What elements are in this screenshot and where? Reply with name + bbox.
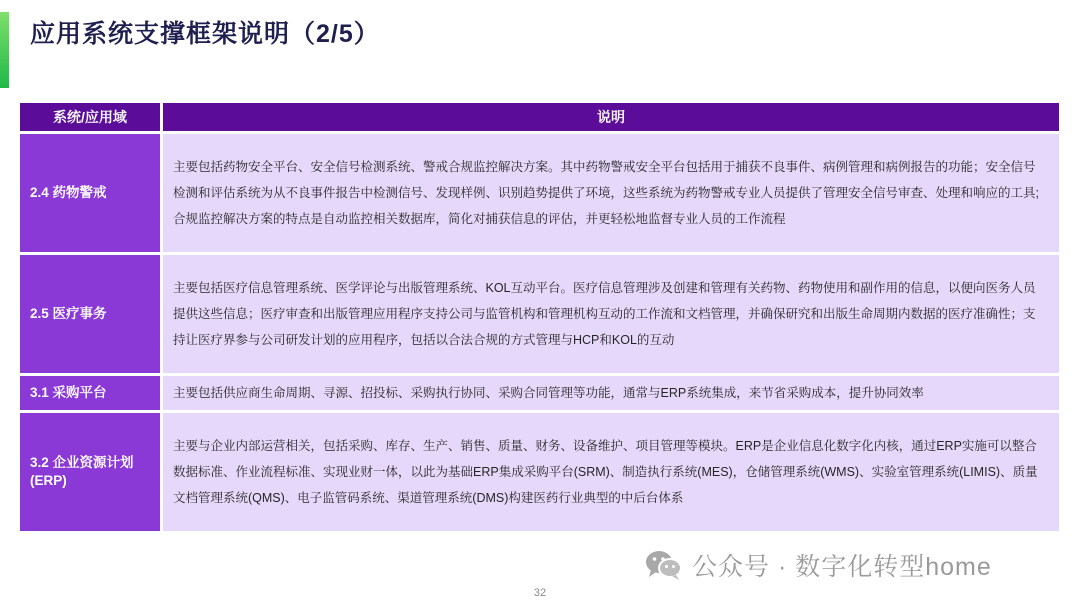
framework-table	[20, 100, 1059, 534]
title-accent-bar	[0, 12, 9, 88]
domain-cell: 3.1 采购平台	[20, 376, 163, 410]
table-row	[20, 376, 1059, 410]
table-row	[20, 255, 1059, 373]
description-cell: 主要包括供应商生命周期、寻源、招投标、采购执行协同、采购合同管理等功能，通常与ERP系统集成，来节省采购成本，提升协同效率	[163, 376, 1059, 410]
description-cell: 主要与企业内部运营相关，包括采购、库存、生产、销售、质量、财务、设备维护、项目管理等模块。ERP是企业信息化数字化内核，通过ERP实施可以整合数据标准、作业流程标准、实现业财一体，以此为基础ERP集成采购平台(SRM)、制造执行系统(MES)，仓储管理系统(WMS)、实验室管理系统(LIMIS)、质量文档管理系统(QMS)、电子监管码系统、渠道管理系统(DMS)构建医药行业典型的中后台体系	[163, 413, 1059, 531]
domain-cell: 2.5 医疗事务	[20, 255, 163, 373]
description-cell: 主要包括医疗信息管理系统、医学评论与出版管理系统、KOL互动平台。医疗信息管理涉及创建和管理有关药物、药物使用和副作用的信息，以便向医务人员提供这些信息；医疗审查和出版管理应用程序支持公司与监管机构和管理机构互动的工作流和文档管理，并确保研究和出版生命周期内数据的医疗准确性；支持让医疗界参与公司研发计划的应用程序，包括以合法合规的方式管理与HCP和KOL的互动	[163, 255, 1059, 373]
page-number: 32	[533, 587, 547, 599]
table-header-row	[20, 103, 1059, 131]
page-title: 应用系统支撑框架说明（2/5）	[30, 20, 380, 48]
table-row	[20, 134, 1059, 252]
column-header-domain: 系统/应用域	[20, 103, 163, 131]
watermark-text: 公众号 · 数字化转型home	[692, 553, 992, 581]
description-cell: 主要包括药物安全平台、安全信号检测系统、警戒合规监控解决方案。其中药物警戒安全平台包括用于捕获不良事件、病例管理和病例报告的功能；安全信号检测和评估系统为从不良事件报告中检测信号、发现样例、识别趋势提供了环境，这些系统为药物警戒专业人员提供了管理安全信号审查、处理和响应的工具;合规监控解决方案的特点是自动监控相关数据库，简化对捕获信息的评估，并更轻松地监督专业人员的工作流程	[163, 134, 1059, 252]
watermark	[644, 545, 992, 585]
table-row	[20, 413, 1059, 531]
domain-cell: 3.2 企业资源计划 (ERP)	[20, 413, 163, 531]
domain-cell: 2.4 药物警戒	[20, 134, 163, 252]
wechat-icon	[644, 548, 684, 582]
column-header-description: 说明	[163, 103, 1059, 131]
